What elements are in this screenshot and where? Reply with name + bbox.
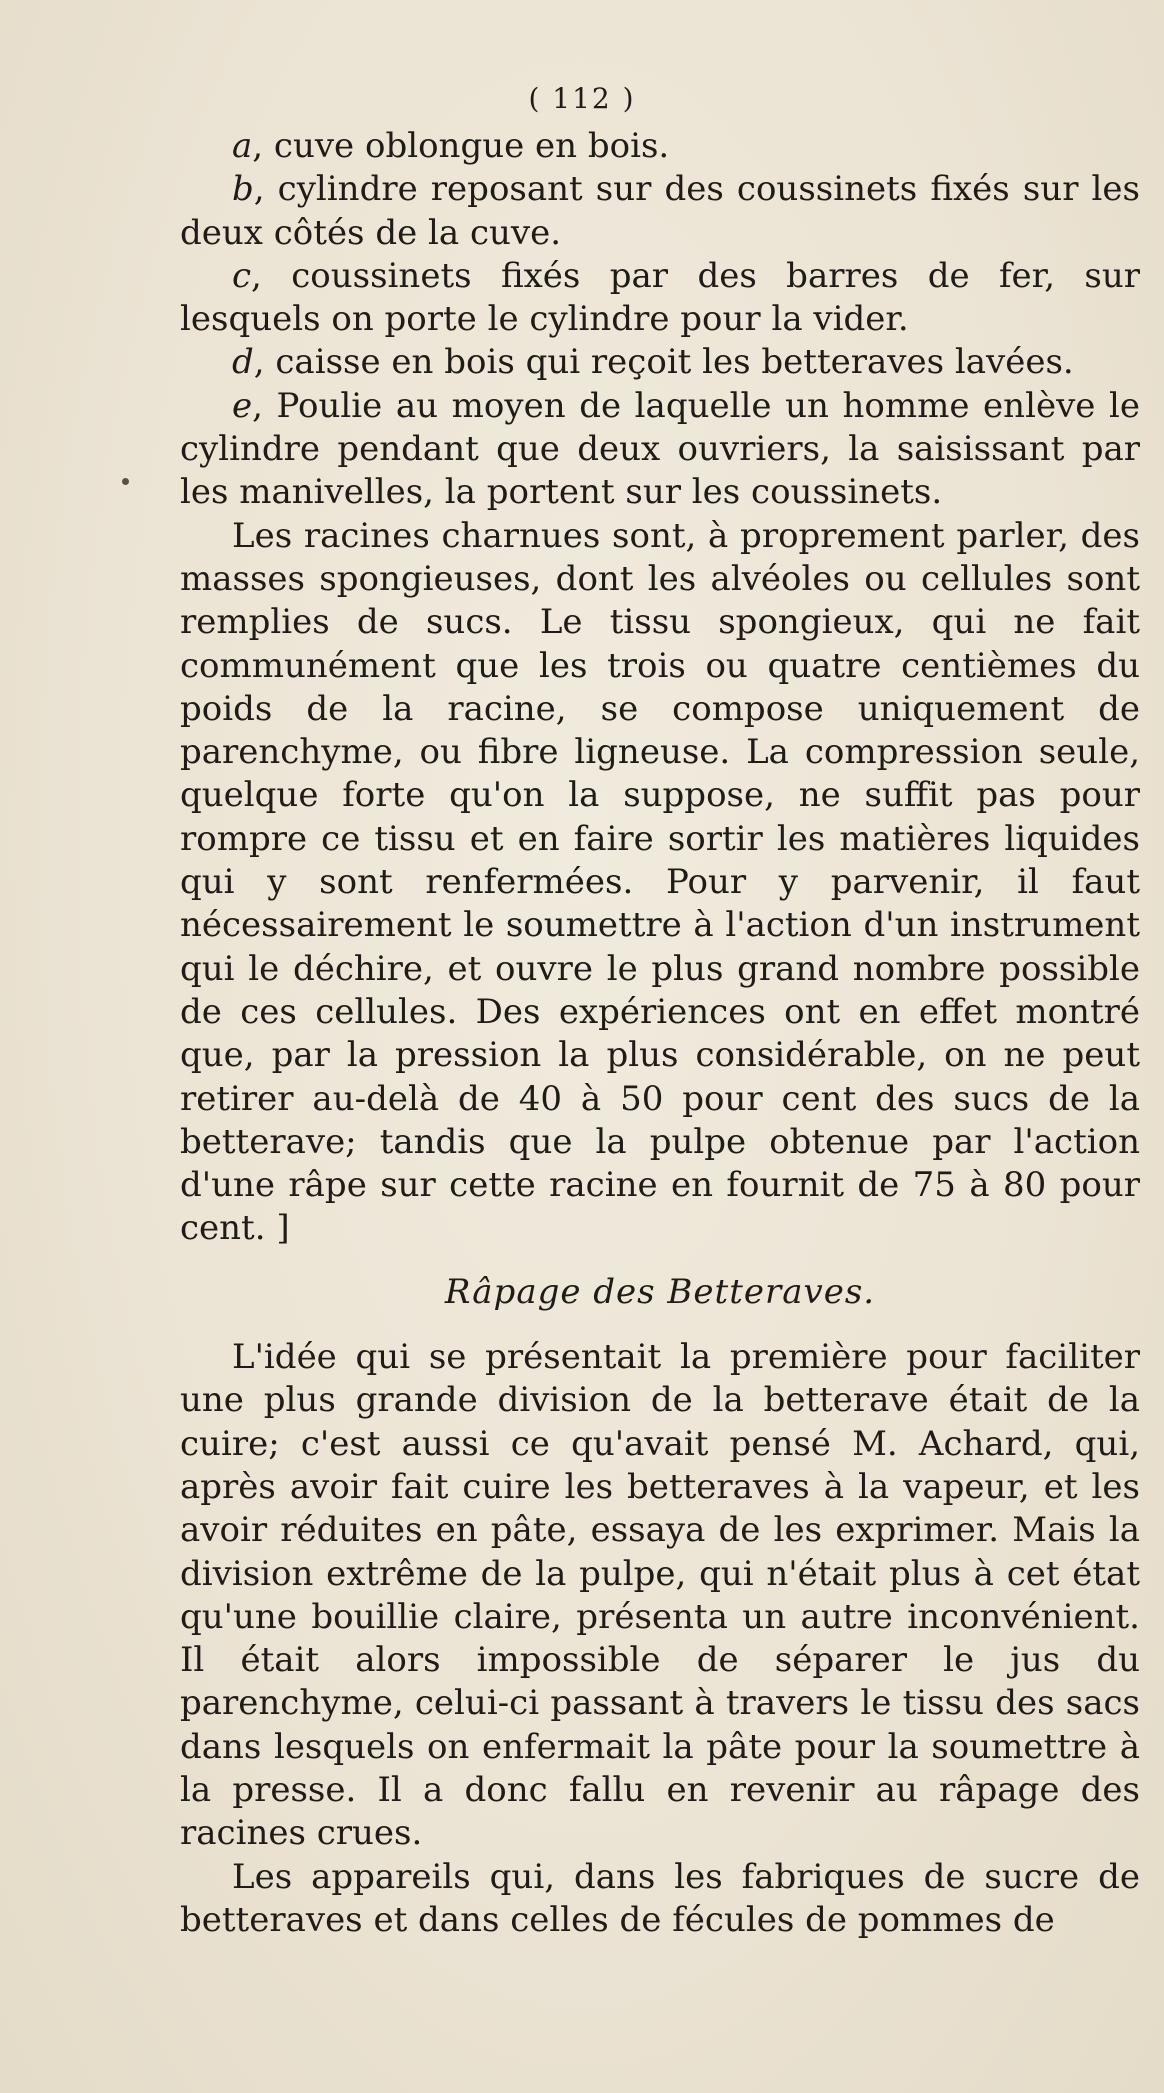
legend-text: , caisse en bois qui reçoit les betteraves lavées.	[253, 342, 1074, 383]
legend-item-d	[180, 341, 1140, 384]
legend-item-e	[180, 385, 1140, 515]
paragraph-appareils: Les appareils qui, dans les fabriques de sucre de betteraves et dans celles de fécules de pommes de	[180, 1856, 1140, 1940]
legend-label: b	[232, 169, 254, 210]
page-text	[180, 125, 1140, 1942]
legend-item-b	[180, 168, 1140, 255]
legend-item-a	[180, 125, 1140, 168]
legend-text: , Poulie au moyen de laquelle un homme enlève le cylindre pendant que deux ouvriers, la saisissant par les manivelles, la portent sur les coussinets.	[180, 385, 1140, 513]
paragraph-idee: L'idée qui se présentait la première pour faciliter une plus grande division de la betterave était de la cuire; c'est aussi ce qu'avait pensé M. Achard, qui, après avoir fait cuire les betteraves à la vapeur, et les avoir réduites en pâte, essaya de les exprimer. Mais la division extrême de la pulpe, qui n'était plus à cet état qu'une bouillie claire, présenta un autre inconvénient. Il était alors impossible de séparer le jus du parenchyme, celui-ci passant à travers le tissu des sacs dans lesquels on enfermait la pâte pour la soumettre à la presse. Il a donc fallu en revenir au râpage des racines crues.	[180, 1337, 1140, 1854]
section-title: Râpage des Betteraves.	[444, 1271, 876, 1312]
paragraph-racines: Les racines charnues sont, à proprement parler, des masses spongieuses, dont les alvéoles ou cellules sont remplies de sucs. Le tissu spongieux, qui ne fait communément que les trois ou quatre centièmes du poids de la racine, se compose uniquement de parenchyme, ou fibre ligneuse. La compression seule, quelque forte qu'on la suppose, ne suffit pas pour rompre ce tissu et en faire sortir les matières liquides qui y sont renfermées. Pour y parvenir, il faut nécessairement le soumettre à l'action d'un instrument qui le déchire, et ouvre le plus grand nombre possible de ces cellules. Des expériences ont en effet montré que, par la pression la plus considérable, on ne peut retirer au-delà de 40 à 50 pour cent des sucs de la betterave; tandis que la pulpe obtenue par l'action d'une râpe sur cette racine en fournit de 75 à 80 pour cent. ]	[180, 515, 1140, 1249]
legend-text: , cuve oblongue en bois.	[252, 126, 670, 166]
legend-label: c	[232, 255, 252, 296]
legend-label: d	[232, 342, 254, 383]
legend-label: a	[232, 126, 253, 166]
margin-ink-dot	[122, 478, 129, 485]
legend-item-c	[180, 255, 1140, 342]
page-number: ( 112 )	[528, 82, 636, 115]
legend-label: e	[232, 385, 253, 426]
legend-text: , coussinets fixés par des barres de fer, sur lesquels on porte le cylindre pour la vider.	[180, 255, 1140, 340]
legend-text: , cylindre reposant sur des coussinets fixés sur les deux côtés de la cuve.	[180, 169, 1140, 253]
